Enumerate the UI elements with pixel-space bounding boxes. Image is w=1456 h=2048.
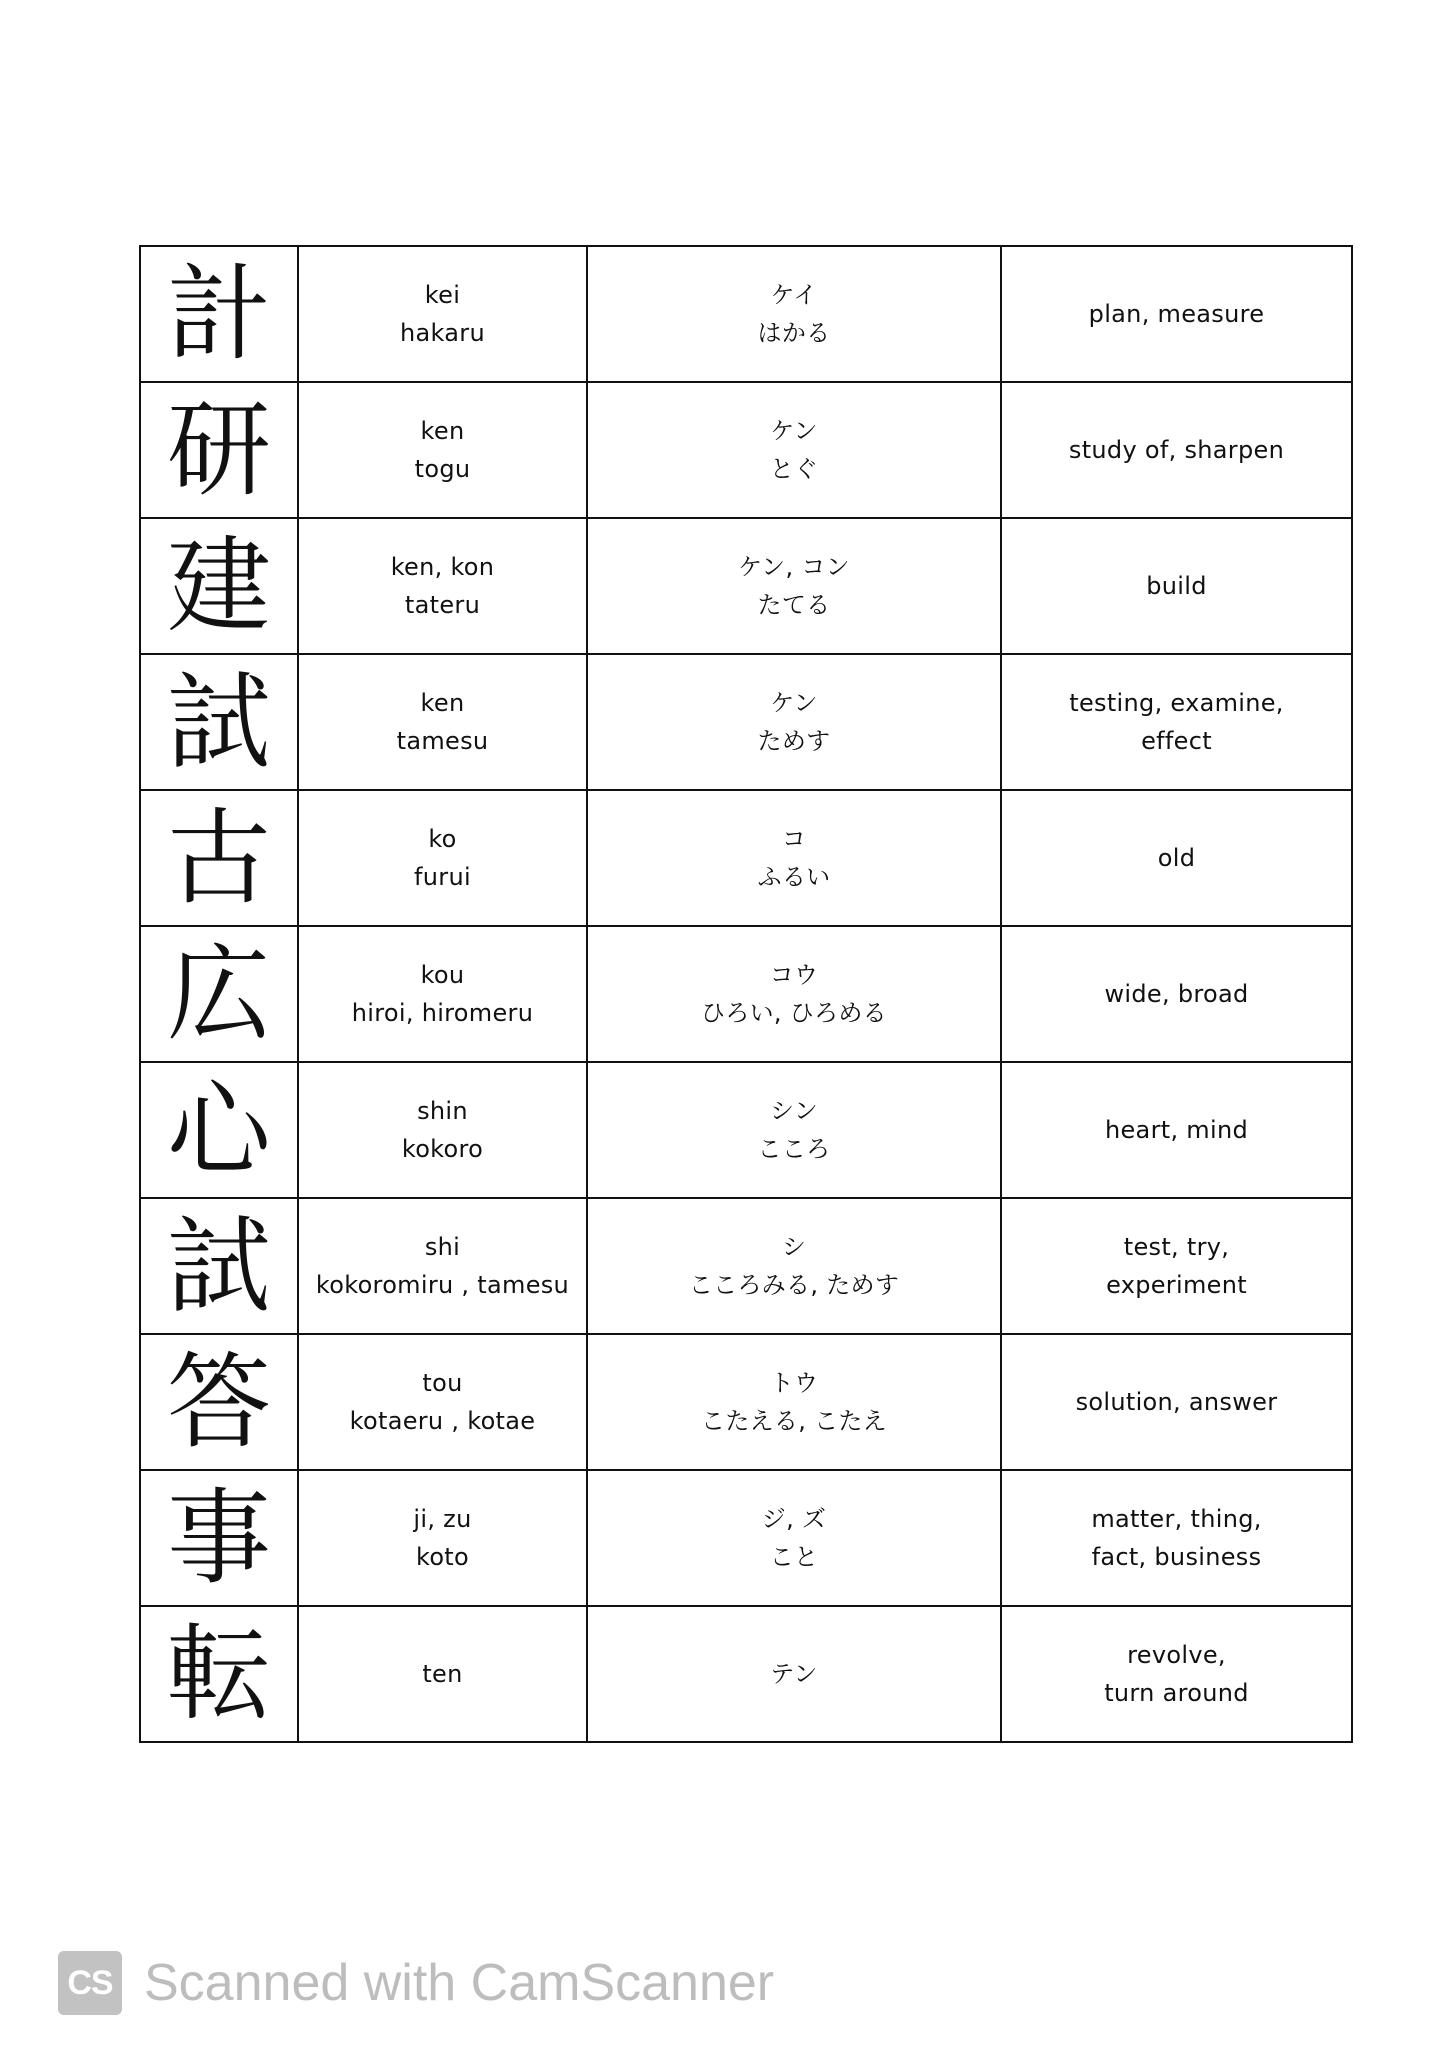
kana-reading: ためす bbox=[757, 727, 831, 755]
romaji-reading: ji, zu bbox=[413, 1505, 472, 1533]
camscanner-watermark-text: Scanned with CamScanner bbox=[144, 1954, 775, 2012]
kana-reading: シ bbox=[781, 1233, 807, 1261]
meaning-cell bbox=[1001, 1062, 1352, 1198]
camscanner-logo: CS bbox=[58, 1951, 122, 2015]
romaji-cell bbox=[298, 790, 587, 926]
kanji-character: 事 bbox=[166, 1477, 271, 1599]
kanji-character: 広 bbox=[166, 933, 271, 1055]
meaning-text: build bbox=[1146, 572, 1207, 600]
meaning-text: turn around bbox=[1104, 1679, 1249, 1707]
meaning-cell bbox=[1001, 1470, 1352, 1606]
kanji-row bbox=[140, 654, 1352, 790]
kana-reading: ケン, コン bbox=[738, 553, 850, 581]
kanji-cell bbox=[140, 1606, 298, 1742]
romaji-cell bbox=[298, 1062, 587, 1198]
kanji-cell bbox=[140, 1470, 298, 1606]
meaning-text: study of, sharpen bbox=[1068, 436, 1285, 464]
romaji-reading: togu bbox=[414, 455, 471, 483]
romaji-reading: tamesu bbox=[396, 727, 489, 755]
meaning-cell bbox=[1001, 654, 1352, 790]
kanji-cell bbox=[140, 790, 298, 926]
camscanner-footer bbox=[58, 1948, 774, 2018]
kanji-character: 建 bbox=[166, 525, 271, 647]
kana-reading: こと bbox=[769, 1543, 819, 1571]
kana-cell bbox=[587, 1470, 1001, 1606]
romaji-cell bbox=[298, 382, 587, 518]
meaning-cell bbox=[1001, 382, 1352, 518]
meaning-cell bbox=[1001, 518, 1352, 654]
kana-reading: テン bbox=[770, 1660, 818, 1688]
kanji-row bbox=[140, 1470, 1352, 1606]
kana-reading: たてる bbox=[757, 591, 831, 619]
kana-cell bbox=[587, 246, 1001, 382]
meaning-text: heart, mind bbox=[1104, 1116, 1248, 1144]
kana-cell bbox=[587, 382, 1001, 518]
kanji-cell bbox=[140, 654, 298, 790]
meaning-text: wide, broad bbox=[1104, 980, 1249, 1008]
romaji-reading: koto bbox=[415, 1543, 470, 1571]
meaning-text: revolve, bbox=[1127, 1641, 1226, 1669]
kanji-cell bbox=[140, 246, 298, 382]
romaji-cell bbox=[298, 518, 587, 654]
meaning-text: matter, thing, bbox=[1091, 1505, 1262, 1533]
kanji-character: 計 bbox=[166, 253, 271, 375]
romaji-reading: ten bbox=[422, 1660, 463, 1688]
kanji-row bbox=[140, 1062, 1352, 1198]
meaning-cell bbox=[1001, 246, 1352, 382]
romaji-cell bbox=[298, 1198, 587, 1334]
kana-cell bbox=[587, 518, 1001, 654]
kanji-row bbox=[140, 1334, 1352, 1470]
meaning-text: test, try, bbox=[1123, 1233, 1230, 1261]
kana-cell bbox=[587, 1334, 1001, 1470]
kana-cell bbox=[587, 654, 1001, 790]
kanji-character: 研 bbox=[166, 389, 271, 511]
kana-reading: シン bbox=[770, 1097, 818, 1125]
romaji-reading: kokoro bbox=[401, 1135, 484, 1163]
kana-cell bbox=[587, 926, 1001, 1062]
meaning-text: effect bbox=[1141, 727, 1212, 755]
kana-cell bbox=[587, 1198, 1001, 1334]
kanji-table-body bbox=[140, 246, 1352, 1742]
meaning-text: fact, business bbox=[1091, 1543, 1262, 1571]
romaji-cell bbox=[298, 1606, 587, 1742]
romaji-reading: ken bbox=[420, 417, 465, 445]
romaji-cell bbox=[298, 246, 587, 382]
kana-cell bbox=[587, 790, 1001, 926]
kana-reading: ケン bbox=[770, 417, 818, 445]
kana-reading: こころ bbox=[757, 1135, 831, 1163]
meaning-text: old bbox=[1157, 844, 1196, 872]
kana-reading: コウ bbox=[769, 961, 819, 989]
kana-reading: こころみる, ためす bbox=[688, 1271, 900, 1299]
kanji-cell bbox=[140, 518, 298, 654]
kanji-cell bbox=[140, 926, 298, 1062]
kana-reading: ジ, ズ bbox=[761, 1505, 827, 1533]
romaji-reading: kokoromiru , tamesu bbox=[315, 1271, 570, 1299]
kanji-cell bbox=[140, 382, 298, 518]
kana-reading: とぐ bbox=[769, 455, 819, 483]
meaning-text: testing, examine, bbox=[1069, 689, 1284, 717]
kana-reading: ひろい, ひろめる bbox=[701, 999, 887, 1027]
kana-reading: こたえる, こたえ bbox=[701, 1407, 887, 1435]
romaji-reading: hiroi, hiromeru bbox=[351, 999, 534, 1027]
kana-cell bbox=[587, 1062, 1001, 1198]
romaji-cell bbox=[298, 1470, 587, 1606]
romaji-cell bbox=[298, 926, 587, 1062]
romaji-reading: shin bbox=[417, 1097, 468, 1125]
kanji-row bbox=[140, 1606, 1352, 1742]
kanji-row bbox=[140, 382, 1352, 518]
romaji-reading: hakaru bbox=[400, 319, 485, 347]
meaning-text: solution, answer bbox=[1075, 1388, 1278, 1416]
kanji-character: 転 bbox=[166, 1613, 271, 1735]
kana-reading: ふるい bbox=[757, 863, 831, 891]
kanji-row bbox=[140, 518, 1352, 654]
kana-reading: ケイ bbox=[770, 281, 818, 309]
romaji-cell bbox=[298, 654, 587, 790]
kanji-row bbox=[140, 926, 1352, 1062]
meaning-text: plan, measure bbox=[1088, 300, 1265, 328]
romaji-reading: kotaeru , kotae bbox=[349, 1407, 536, 1435]
kanji-character: 試 bbox=[166, 1205, 271, 1327]
meaning-cell bbox=[1001, 926, 1352, 1062]
romaji-cell bbox=[298, 1334, 587, 1470]
romaji-reading: tateru bbox=[404, 591, 481, 619]
kanji-cell bbox=[140, 1334, 298, 1470]
meaning-cell bbox=[1001, 1606, 1352, 1742]
kana-reading: コ bbox=[781, 825, 807, 853]
meaning-cell bbox=[1001, 1198, 1352, 1334]
kanji-table bbox=[139, 245, 1353, 1743]
kanji-character: 心 bbox=[166, 1069, 271, 1191]
romaji-reading: ken bbox=[420, 689, 465, 717]
kana-reading: ケン bbox=[770, 689, 818, 717]
kanji-character: 答 bbox=[166, 1341, 271, 1463]
kana-reading: はかる bbox=[757, 319, 831, 347]
romaji-reading: tou bbox=[422, 1369, 463, 1397]
romaji-reading: ko bbox=[428, 825, 457, 853]
kanji-cell bbox=[140, 1062, 298, 1198]
romaji-reading: furui bbox=[414, 863, 471, 891]
meaning-cell bbox=[1001, 790, 1352, 926]
romaji-reading: shi bbox=[424, 1233, 461, 1261]
meaning-text: experiment bbox=[1106, 1271, 1247, 1299]
kana-reading: トウ bbox=[769, 1369, 819, 1397]
kanji-character: 試 bbox=[166, 661, 271, 783]
kanji-row bbox=[140, 246, 1352, 382]
romaji-reading: kei bbox=[424, 281, 461, 309]
kanji-row bbox=[140, 1198, 1352, 1334]
kana-cell bbox=[587, 1606, 1001, 1742]
romaji-reading: kou bbox=[420, 961, 465, 989]
kanji-character: 古 bbox=[166, 797, 271, 919]
kanji-row bbox=[140, 790, 1352, 926]
kanji-cell bbox=[140, 1198, 298, 1334]
meaning-cell bbox=[1001, 1334, 1352, 1470]
romaji-reading: ken, kon bbox=[390, 553, 495, 581]
